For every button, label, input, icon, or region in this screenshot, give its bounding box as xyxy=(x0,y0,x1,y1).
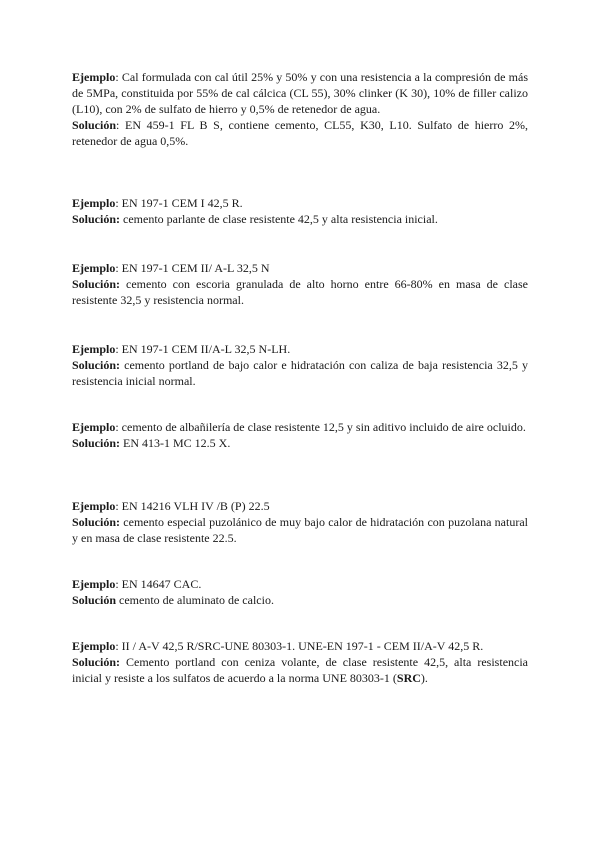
solucion-label: Solución: xyxy=(72,436,121,450)
solucion-label: Solución: xyxy=(72,515,121,529)
example-block-1 xyxy=(72,69,528,149)
ejemplo-label: Ejemplo xyxy=(72,577,116,591)
example-block-2 xyxy=(72,195,528,227)
solucion-paragraph xyxy=(72,117,528,149)
ejemplo-label: Ejemplo xyxy=(72,420,116,434)
ejemplo-label: Ejemplo xyxy=(72,499,116,513)
solucion-text: EN 413-1 MC 12.5 X. xyxy=(120,436,231,450)
solucion-label: Solución xyxy=(72,593,117,607)
ejemplo-paragraph xyxy=(72,576,528,592)
solucion-label: Solución xyxy=(72,118,117,132)
example-block-6 xyxy=(72,498,528,546)
example-block-3 xyxy=(72,260,528,308)
ejemplo-text: : EN 197-1 CEM I 42,5 R. xyxy=(115,196,243,210)
ejemplo-text: : II / A-V 42,5 R/SRC-UNE 80303-1. UNE-EN 197-1 - CEM II/A-V 42,5 R. xyxy=(115,639,484,653)
ejemplo-label: Ejemplo xyxy=(72,639,116,653)
solucion-label: Solución: xyxy=(72,277,121,291)
ejemplo-paragraph xyxy=(72,260,528,276)
solucion-text: cemento especial puzolánico de muy bajo calor de hidratación con puzolana natural y en masa de clase resistente 22.5. xyxy=(72,515,528,545)
ejemplo-paragraph xyxy=(72,498,528,514)
solucion-paragraph xyxy=(72,592,528,608)
solucion-text: Cemento portland con ceniza volante, de clase resistente 42,5, alta resistencia inicial y resiste a los sulfatos de acuerdo a la norma UNE 80303-1 ( xyxy=(72,655,528,685)
ejemplo-paragraph xyxy=(72,419,528,435)
solucion-paragraph xyxy=(72,435,528,451)
solucion-bold-text: SRC xyxy=(396,671,421,685)
ejemplo-text: : Cal formulada con cal útil 25% y 50% y con una resistencia a la compresión de más de 5MPa, constituida por 55% de cal cálcica (CL 55), 30% clinker (K 30), 10% de filler calizo (L10), con 2% de sulfato de hierro y 0,5% de retenedor de agua. xyxy=(72,70,528,116)
ejemplo-label: Ejemplo xyxy=(72,70,116,84)
example-block-4 xyxy=(72,341,528,389)
solucion-paragraph xyxy=(72,357,528,389)
ejemplo-paragraph xyxy=(72,638,528,654)
example-block-5 xyxy=(72,419,528,451)
solucion-label: Solución: xyxy=(72,358,121,372)
ejemplo-paragraph xyxy=(72,195,528,211)
ejemplo-paragraph xyxy=(72,69,528,117)
ejemplo-label: Ejemplo xyxy=(72,261,116,275)
example-block-7 xyxy=(72,576,528,608)
solucion-paragraph xyxy=(72,276,528,308)
example-block-8 xyxy=(72,638,528,686)
solucion-text: cemento de aluminato de calcio. xyxy=(116,593,274,607)
solucion-paragraph xyxy=(72,654,528,686)
solucion-label: Solución: xyxy=(72,655,121,669)
ejemplo-paragraph xyxy=(72,341,528,357)
ejemplo-text: : EN 197-1 CEM II/ A-L 32,5 N xyxy=(115,261,270,275)
solucion-text-end: ). xyxy=(420,671,428,685)
ejemplo-label: Ejemplo xyxy=(72,342,116,356)
ejemplo-text: : cemento de albañilería de clase resistente 12,5 y sin aditivo incluido de aire ocluido. xyxy=(115,420,526,434)
ejemplo-text: : EN 14216 VLH IV /B (P) 22.5 xyxy=(115,499,270,513)
solucion-text: cemento portland de bajo calor e hidratación con caliza de baja resistencia 32,5 y resistencia inicial normal. xyxy=(72,358,528,388)
solucion-label: Solución: xyxy=(72,212,121,226)
solucion-paragraph xyxy=(72,514,528,546)
ejemplo-label: Ejemplo xyxy=(72,196,116,210)
solucion-text: cemento con escoria granulada de alto horno entre 66-80% en masa de clase resistente 32,5 y resistencia normal. xyxy=(72,277,528,307)
ejemplo-text: : EN 14647 CAC. xyxy=(115,577,202,591)
solucion-text: : EN 459-1 FL B S, contiene cemento, CL55, K30, L10. Sulfato de hierro 2%, retenedor de agua 0,5%. xyxy=(72,118,528,148)
ejemplo-text: : EN 197-1 CEM II/A-L 32,5 N-LH. xyxy=(115,342,291,356)
solucion-paragraph xyxy=(72,211,528,227)
solucion-text: cemento parlante de clase resistente 42,5 y alta resistencia inicial. xyxy=(120,212,438,226)
